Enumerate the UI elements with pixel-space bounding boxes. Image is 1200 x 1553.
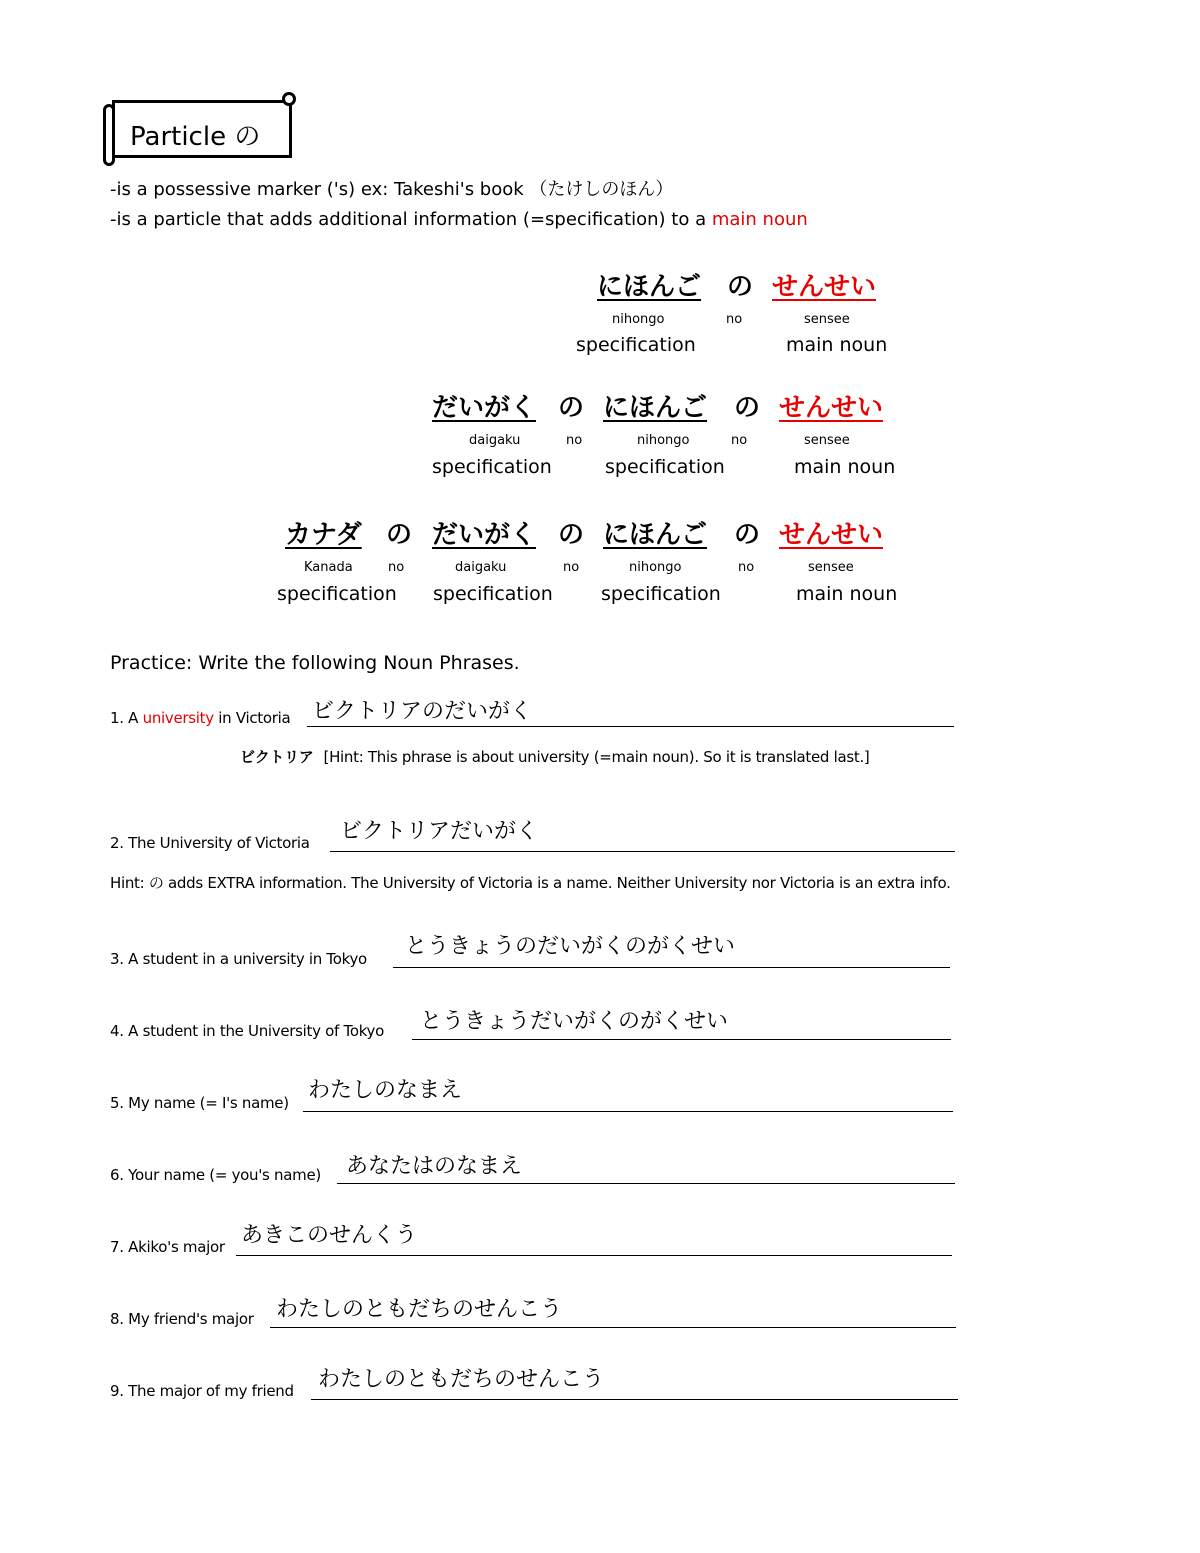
q6-answer[interactable]: あなたはのなまえ <box>346 1154 523 1179</box>
q2-label: 2. The University of Victoria <box>110 834 310 852</box>
q5-answer-line <box>303 1111 953 1112</box>
ex1-no-1: の <box>727 272 754 302</box>
intro-line-1: -is a possessive marker ('s) ex: Takeshi's book （たけしのほん） <box>110 179 674 200</box>
scroll-left-roll <box>103 104 115 166</box>
ex3-role-1: specification <box>277 583 397 605</box>
ex2-word-2: にほんご <box>603 393 708 423</box>
q9-answer-line <box>311 1399 958 1400</box>
q3-answer[interactable]: とうきょうのだいがくのがくせい <box>405 934 736 959</box>
ex3-word-2: だいがく <box>432 520 537 550</box>
q7-answer[interactable]: あきこのせんくう <box>241 1223 418 1248</box>
ex2-role-2: specification <box>605 456 725 478</box>
q4-answer[interactable]: とうきょうだいがくのがくせい <box>420 1009 729 1034</box>
ex3-romaji-1: Kanada <box>304 560 353 575</box>
ex1-role-1: specification <box>576 334 696 356</box>
ex1-romaji-2: sensee <box>804 312 850 327</box>
ex2-no-1: の <box>558 393 585 423</box>
intro-line-2-text: -is a particle that adds additional information (=specification) to a <box>110 209 712 230</box>
ex2-role-3: main noun <box>794 456 896 478</box>
ex3-role-2: specification <box>433 583 553 605</box>
q8-label: 8. My friend's major <box>110 1310 254 1328</box>
ex2-no-2: の <box>734 393 761 423</box>
intro-line-2 <box>110 209 808 230</box>
q5-label: 5. My name (= I's name) <box>110 1094 289 1112</box>
ex1-romaji-1: nihongo <box>612 312 665 327</box>
intro-main-noun: main noun <box>711 209 808 230</box>
q1-hint-text: [Hint: This phrase is about university (=main noun). So it is translated last.] <box>323 748 870 766</box>
ex3-romaji-no-1: no <box>388 560 405 575</box>
q9-answer[interactable]: わたしのともだちのせんこう <box>318 1367 605 1392</box>
ex3-role-4: main noun <box>796 583 898 605</box>
q1-highlight: university <box>142 709 214 727</box>
q1-suffix: in Victoria <box>213 709 291 727</box>
q1-answer[interactable]: ビクトリアのだいがく <box>312 699 533 724</box>
page-title: Particle の <box>130 122 261 152</box>
ex3-no-3: の <box>734 520 761 550</box>
ex3-romaji-3: nihongo <box>629 560 682 575</box>
q2-hint: Hint: の adds EXTRA information. The University of Victoria is a name. Neither University nor Victoria is an extra info. <box>110 874 951 892</box>
scroll-top-roll <box>282 92 296 106</box>
ex2-word-1: だいがく <box>432 393 537 423</box>
ex2-romaji-3: sensee <box>804 433 850 448</box>
ex3-romaji-no-2: no <box>563 560 580 575</box>
ex1-role-2: main noun <box>786 334 888 356</box>
q6-answer-line <box>337 1183 955 1184</box>
q1-prefix: 1. A <box>110 709 143 727</box>
q8-answer-line <box>270 1327 956 1328</box>
q1-label <box>110 709 290 727</box>
q1-answer-line <box>307 726 954 727</box>
q4-answer-line <box>412 1039 951 1040</box>
ex3-word-1: カナダ <box>285 520 362 550</box>
q3-answer-line <box>393 967 950 968</box>
ex2-romaji-2: nihongo <box>637 433 690 448</box>
ex1-word-1: にほんご <box>597 272 702 302</box>
ex3-no-2: の <box>558 520 585 550</box>
ex3-role-3: specification <box>601 583 721 605</box>
q7-label: 7. Akiko's major <box>110 1238 225 1256</box>
ex3-no-1: の <box>386 520 413 550</box>
q1-hint-kana: ビクトリア <box>240 748 314 766</box>
ex2-role-1: specification <box>432 456 552 478</box>
q8-answer[interactable]: わたしのともだちのせんこう <box>276 1297 563 1322</box>
q5-answer[interactable]: わたしのなまえ <box>308 1078 463 1103</box>
ex3-romaji-4: sensee <box>808 560 854 575</box>
practice-heading: Practice: Write the following Noun Phrases. <box>110 652 520 674</box>
ex2-romaji-no-2: no <box>731 433 748 448</box>
q2-answer[interactable]: ビクトリアだいがく <box>340 819 539 844</box>
ex2-main-noun: せんせい <box>779 393 884 423</box>
q1-hint <box>240 746 870 767</box>
ex3-word-3: にほんご <box>603 520 708 550</box>
ex1-main-noun: せんせい <box>772 272 877 302</box>
ex1-romaji-no-1: no <box>726 312 743 327</box>
ex3-romaji-2: daigaku <box>455 560 507 575</box>
ex3-main-noun: せんせい <box>779 520 884 550</box>
q2-answer-line <box>330 851 955 852</box>
q9-label: 9. The major of my friend <box>110 1382 294 1400</box>
q6-label: 6. Your name (= you's name) <box>110 1166 321 1184</box>
q4-label: 4. A student in the University of Tokyo <box>110 1022 385 1040</box>
ex3-romaji-no-3: no <box>738 560 755 575</box>
q7-answer-line <box>236 1255 952 1256</box>
q3-label: 3. A student in a university in Tokyo <box>110 950 367 968</box>
ex2-romaji-no-1: no <box>566 433 583 448</box>
ex2-romaji-1: daigaku <box>469 433 521 448</box>
